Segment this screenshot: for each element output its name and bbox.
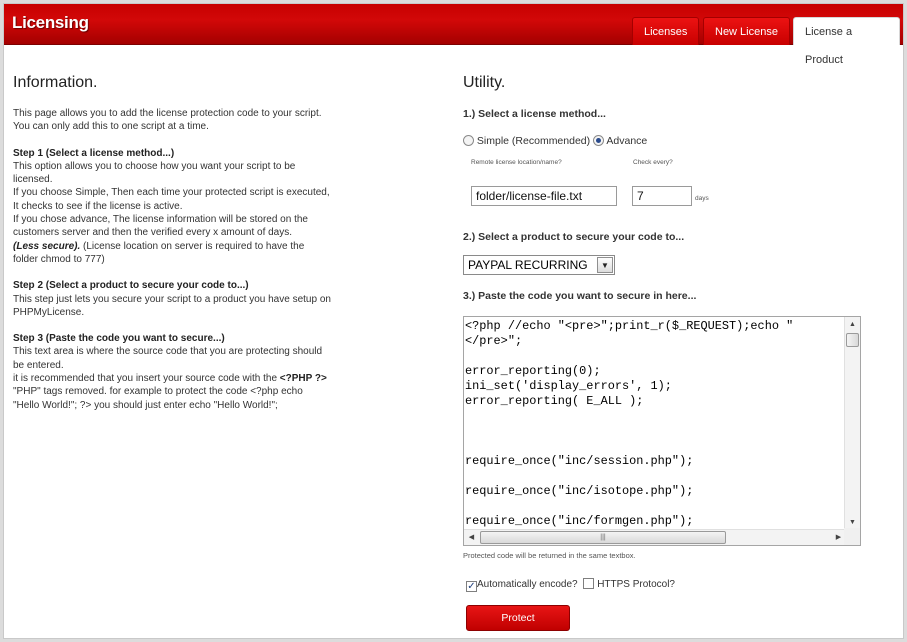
product-selected-value: PAYPAL RECURRING [468, 258, 588, 272]
horizontal-scroll-thumb[interactable]: ||| [480, 531, 726, 544]
days-label: days [695, 195, 709, 202]
code-line: require_once("inc/isotope.php"); [465, 484, 694, 498]
header-bar [4, 4, 903, 66]
code-textarea[interactable] [463, 316, 861, 546]
scroll-right-icon[interactable]: ▶ [835, 534, 842, 541]
step2-body: This step just lets you secure your script to a product you have setup on PHPMyLicense. [13, 293, 331, 318]
chevron-down-icon[interactable]: ▼ [597, 257, 613, 273]
scroll-up-icon[interactable]: ▲ [849, 321, 856, 328]
resize-grip-icon[interactable] [844, 528, 860, 545]
https-label: HTTPS Protocol? [597, 579, 675, 590]
step3-title: Step 3 (Paste the code you want to secure...) [13, 333, 225, 345]
remote-location-label: Remote license location/name? [471, 159, 562, 166]
radio-simple[interactable] [463, 135, 474, 146]
info-step1 [13, 147, 331, 267]
product-select[interactable] [463, 255, 615, 275]
licensing-window [3, 3, 904, 639]
step3-line2b: "PHP" tags removed. for example to protect the code <?php echo "Hello World!"; ?> you should just enter echo "Hello World!"; [13, 386, 303, 411]
auto-encode-checkbox[interactable]: ✓ [467, 581, 476, 592]
info-step3 [13, 332, 331, 412]
info-step2 [13, 279, 331, 319]
tab-new-license[interactable]: New License [703, 17, 790, 45]
code-line: </pre>"; [465, 334, 523, 348]
step3-tag: <?PHP ?> [279, 373, 327, 385]
step1-title: Step 1 (Select a license method...) [13, 147, 175, 159]
https-checkbox[interactable] [583, 578, 594, 589]
info-intro: This page allows you to add the license protection code to your script. You can only add this to one script at a time. [13, 108, 322, 133]
auto-encode-label: Automatically encode? [477, 579, 578, 590]
tab-license-a-product[interactable]: License a Product [793, 17, 900, 45]
radio-advance[interactable] [593, 135, 604, 146]
code-line: ini_set('display_errors', 1); [465, 379, 672, 393]
step3-line1: This text area is where the source code that you are protecting should be entered. [13, 346, 323, 371]
scroll-down-icon[interactable]: ▼ [849, 519, 856, 526]
section1-title: 1.) Select a license method... [463, 108, 606, 120]
step1-line3: If you chose advance, The license information will be stored on the customers server and then the verified every x amount of days. [13, 214, 308, 239]
scroll-left-icon[interactable]: ◀ [468, 534, 475, 541]
section2-title: 2.) Select a product to secure your code to... [463, 231, 685, 243]
code-line: error_reporting(0); [465, 364, 601, 378]
code-line: require_once("inc/formgen.php"); [465, 514, 694, 528]
information-heading: Information. [13, 74, 98, 91]
code-line: require_once("inc/session.php"); [465, 454, 694, 468]
information-text [13, 107, 331, 425]
check-every-label: Check every? [633, 159, 673, 166]
utility-heading: Utility. [463, 74, 506, 91]
section3-title: 3.) Paste the code you want to secure in here... [463, 290, 697, 302]
protect-button[interactable]: Protect [466, 605, 570, 631]
options-row [466, 578, 675, 592]
step1-line4: (License location on server is required to have the folder chmod to 777) [13, 240, 305, 265]
code-line: <?php //echo "<pre>";print_r($_REQUEST);echo " [465, 319, 794, 333]
check-every-input[interactable] [632, 186, 692, 206]
license-method-group [463, 135, 647, 147]
horizontal-scrollbar[interactable] [464, 529, 846, 545]
radio-simple-label: Simple (Recommended) [476, 135, 591, 147]
remote-location-input[interactable] [471, 186, 617, 206]
vertical-scroll-thumb[interactable] [846, 333, 859, 347]
step1-emphasis: (Less secure). [13, 240, 81, 252]
protected-note: Protected code will be returned in the same textbox. [463, 551, 636, 560]
step2-title: Step 2 (Select a product to secure your code to...) [13, 280, 249, 292]
tab-licenses[interactable]: Licenses [632, 17, 699, 45]
step3-line2a: it is recommended that you insert your source code with the [13, 373, 280, 385]
step1-line1: This option allows you to choose how you want your script to be licensed. [13, 160, 296, 186]
step1-line2: If you choose Simple, Then each time your protected script is executed, It checks to see if the license is active. [13, 187, 330, 212]
code-content[interactable] [464, 317, 846, 529]
page-title: Licensing [12, 13, 89, 32]
code-line: error_reporting( E_ALL ); [465, 394, 644, 408]
vertical-scrollbar[interactable] [844, 317, 860, 530]
radio-advance-label: Advance [606, 135, 648, 147]
